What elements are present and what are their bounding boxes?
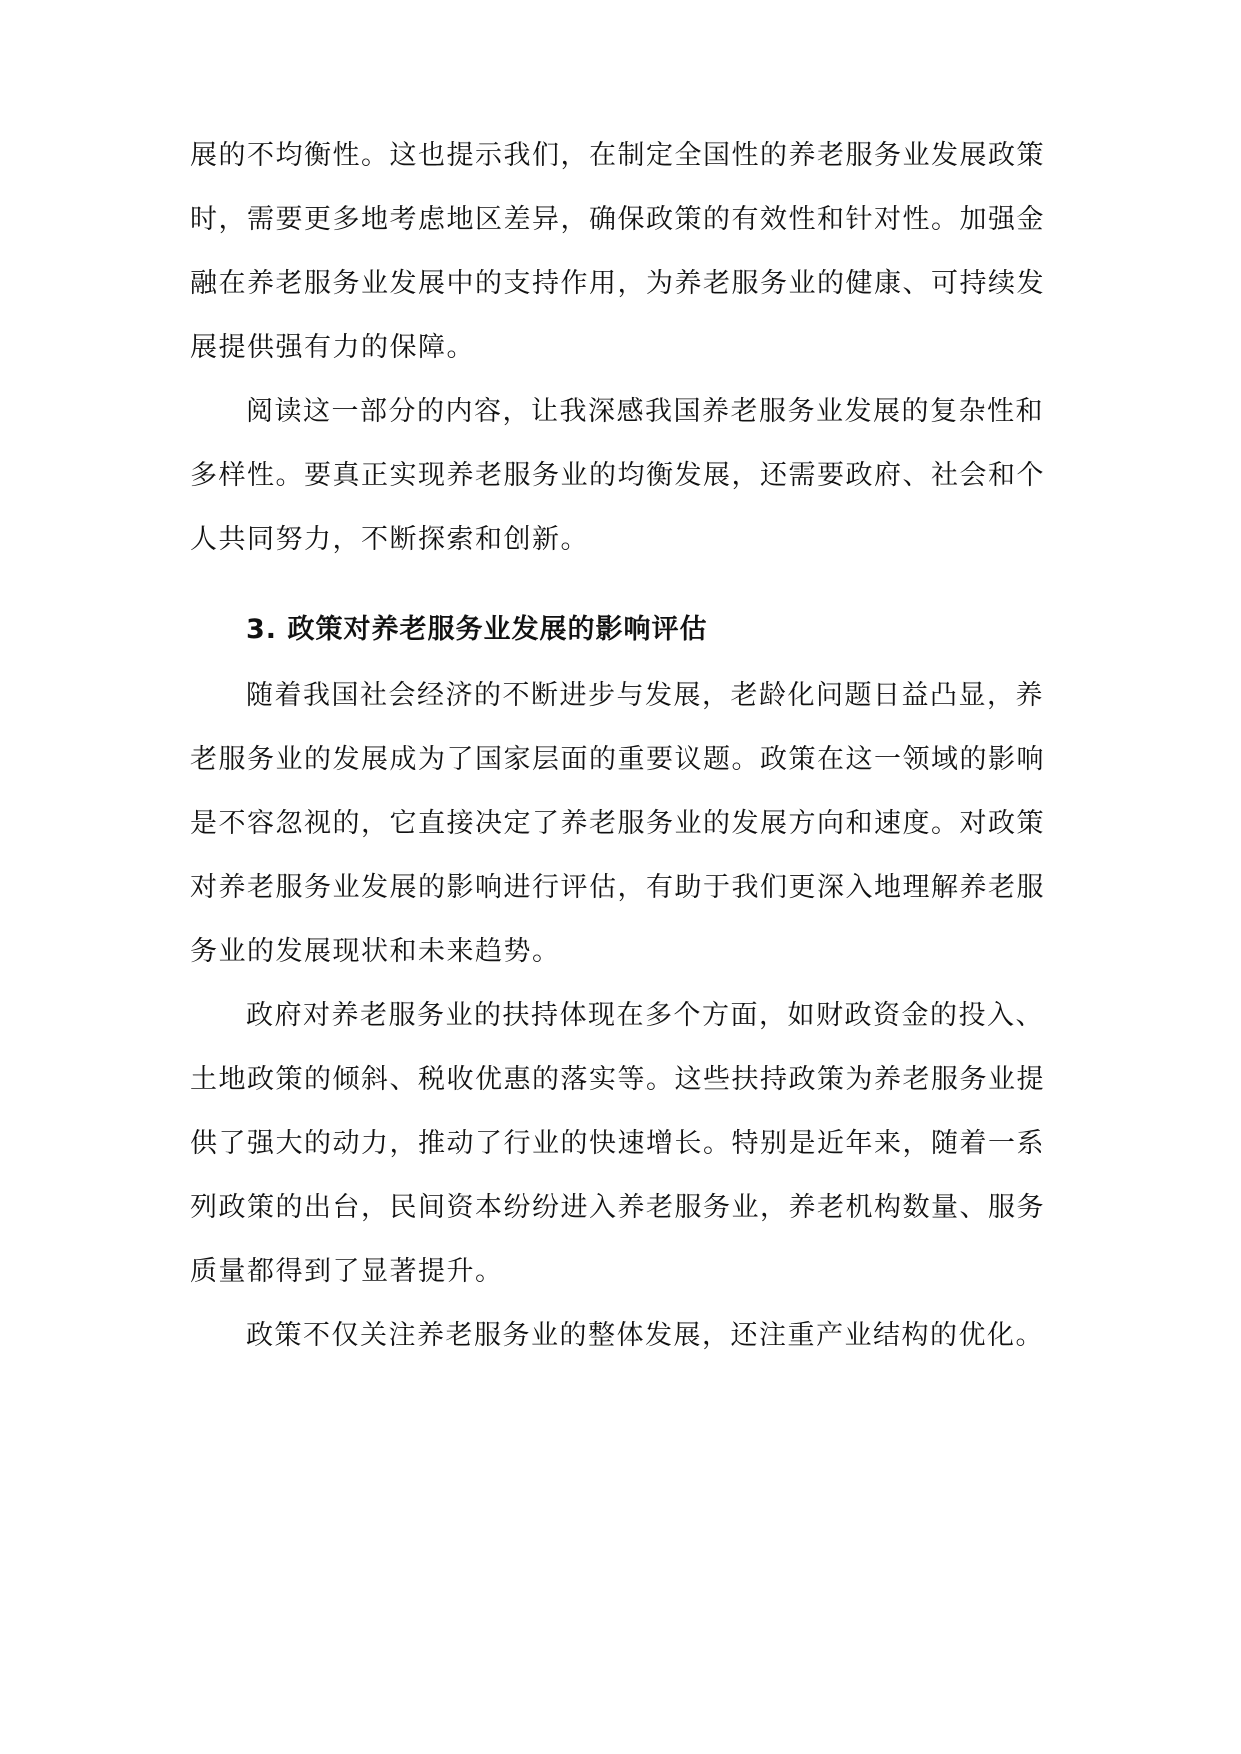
paragraph-4-line-3: 供了强大的动力，推动了行业的快速增长。特别是近年来，随着一系 [190,1128,1045,1159]
paragraph-1-line-3: 融在养老服务业发展中的支持作用，为养老服务业的健康、可持续发 [190,268,1045,299]
paragraph-4-line-5: 质量都得到了显著提升。 [190,1256,504,1287]
paragraph-2-line-3: 人共同努力，不断探索和创新。 [190,524,589,555]
section-heading: 3. 政策对养老服务业发展的影响评估 [246,614,708,645]
paragraph-4-line-4: 列政策的出台，民间资本纷纷进入养老服务业，养老机构数量、服务 [190,1192,1045,1223]
paragraph-3-line-4: 对养老服务业发展的影响进行评估，有助于我们更深入地理解养老服 [190,872,1045,903]
paragraph-4-line-2: 土地政策的倾斜、税收优惠的落实等。这些扶持政策为养老服务业提 [190,1064,1045,1095]
paragraph-1-line-1: 展的不均衡性。这也提示我们，在制定全国性的养老服务业发展政策 [190,140,1045,171]
paragraph-1-line-4: 展提供强有力的保障。 [190,332,475,363]
paragraph-3-line-5: 务业的发展现状和未来趋势。 [190,936,561,967]
paragraph-2-line-1: 阅读这一部分的内容，让我深感我国养老服务业发展的复杂性和 [246,396,1044,427]
paragraph-3-line-1: 随着我国社会经济的不断进步与发展，老龄化问题日益凸显，养 [246,680,1044,711]
paragraph-3-line-3: 是不容忽视的，它直接决定了养老服务业的发展方向和速度。对政策 [190,808,1045,839]
paragraph-1-line-2: 时，需要更多地考虑地区差异，确保政策的有效性和针对性。加强金 [190,204,1045,235]
paragraph-3-line-2: 老服务业的发展成为了国家层面的重要议题。政策在这一领域的影响 [190,744,1045,775]
paragraph-5-line-1: 政策不仅关注养老服务业的整体发展，还注重产业结构的优化。 [246,1320,1044,1351]
paragraph-2-line-2: 多样性。要真正实现养老服务业的均衡发展，还需要政府、社会和个 [190,460,1045,491]
paragraph-4-line-1: 政府对养老服务业的扶持体现在多个方面，如财政资金的投入、 [246,1000,1044,1031]
